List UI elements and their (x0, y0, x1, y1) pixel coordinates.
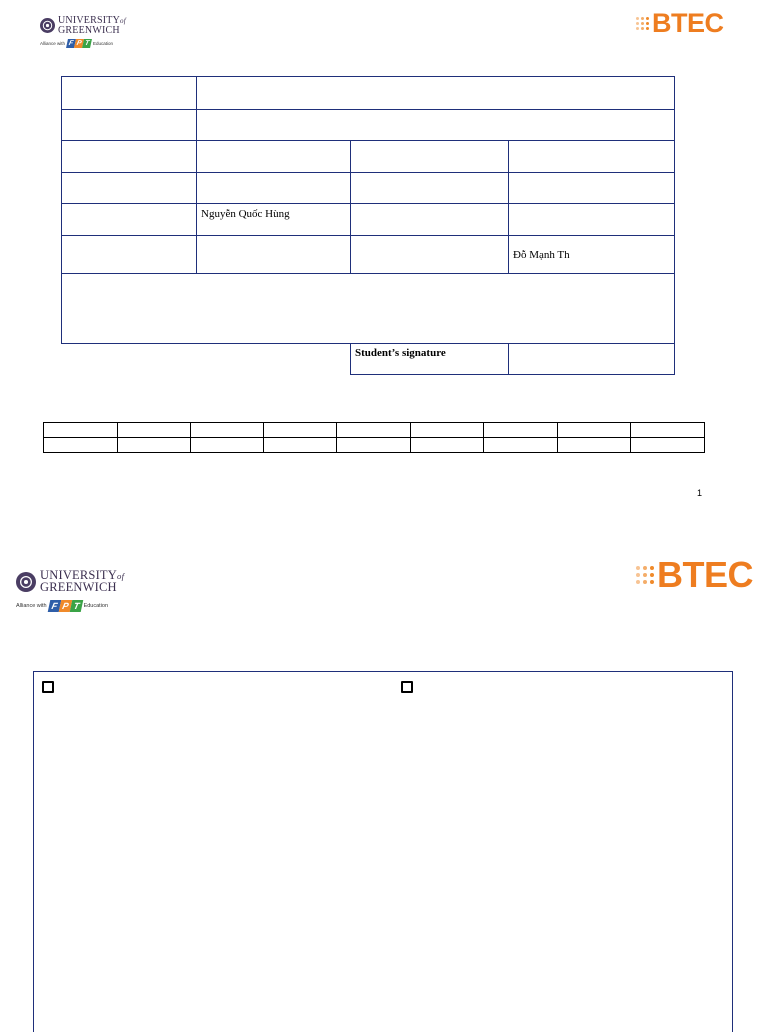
fpt-letter-f: F (66, 39, 76, 48)
table-row (44, 423, 705, 438)
table-row (62, 173, 675, 204)
greenwich-crest-icon (16, 572, 36, 592)
btec-dots-icon (636, 17, 649, 30)
table-cell (197, 77, 675, 110)
greenwich-word: GREENWICH (40, 579, 117, 594)
document-page-1 (0, 0, 768, 512)
assignment-cover-table (61, 76, 675, 375)
table-cell (351, 141, 509, 173)
university-of-greenwich-logo (16, 570, 124, 612)
alliance-line (16, 600, 124, 612)
table-row (62, 344, 675, 375)
fpt-logo (49, 600, 82, 612)
table-cell (197, 141, 351, 173)
fpt-logo (67, 39, 91, 48)
of-word: of (120, 17, 126, 25)
greenwich-word: GREENWICH (58, 24, 120, 36)
student-signature-label: Student’s signature (351, 344, 509, 375)
fpt-letter-t: T (82, 39, 92, 48)
table-row (62, 236, 675, 274)
table-cell (62, 141, 197, 173)
alliance-suffix: Education (93, 41, 114, 46)
btec-logo (636, 554, 753, 596)
table-cell (197, 173, 351, 204)
university-of-greenwich-logo (40, 16, 126, 48)
table-cell (197, 110, 675, 141)
fpt-letter-p: P (58, 600, 72, 612)
page-number: 1 (696, 488, 702, 498)
document-page-2 (0, 540, 768, 1024)
table-row (62, 204, 675, 236)
btec-text: BTEC (657, 554, 753, 595)
table-row (62, 110, 675, 141)
table-cell (62, 344, 351, 375)
alliance-line (40, 39, 126, 48)
greenwich-crest-icon (40, 18, 55, 33)
checkbox-icon[interactable] (401, 681, 413, 693)
table-row (62, 77, 675, 110)
btec-text: BTEC (652, 8, 724, 38)
table-cell (509, 204, 675, 236)
table-row (62, 141, 675, 173)
university-word: UNIVERSITY (58, 15, 120, 26)
btec-dots-icon (636, 566, 654, 584)
table-cell (351, 204, 509, 236)
alliance-prefix: Alliance with (16, 602, 47, 609)
student-name-cell: Nguyễn Quốc Hùng (197, 204, 351, 236)
declaration-cell (62, 274, 675, 344)
table-row (44, 438, 705, 453)
student-signature-field[interactable] (509, 344, 675, 375)
table-cell (62, 77, 197, 110)
fpt-letter-p: P (75, 40, 83, 47)
of-word: of (117, 571, 125, 581)
fpt-letter-t: T (69, 600, 83, 612)
alliance-suffix: Education (83, 602, 109, 609)
table-cell (509, 173, 675, 204)
table-cell (62, 110, 197, 141)
table-cell (509, 141, 675, 173)
table-row (62, 274, 675, 344)
feedback-box (33, 671, 733, 1032)
table-cell (62, 204, 197, 236)
university-word: UNIVERSITY (40, 568, 117, 582)
checkbox-icon[interactable] (42, 681, 54, 693)
alliance-prefix: Alliance with (40, 41, 66, 46)
grading-grid (43, 422, 705, 453)
table-cell (62, 173, 197, 204)
table-cell (351, 236, 509, 274)
assessor-name-cell: Đỗ Mạnh Th (509, 236, 675, 274)
table-cell (62, 236, 197, 274)
btec-logo (636, 8, 724, 39)
table-cell (351, 173, 509, 204)
table-cell (197, 236, 351, 274)
fpt-letter-f: F (47, 600, 61, 612)
